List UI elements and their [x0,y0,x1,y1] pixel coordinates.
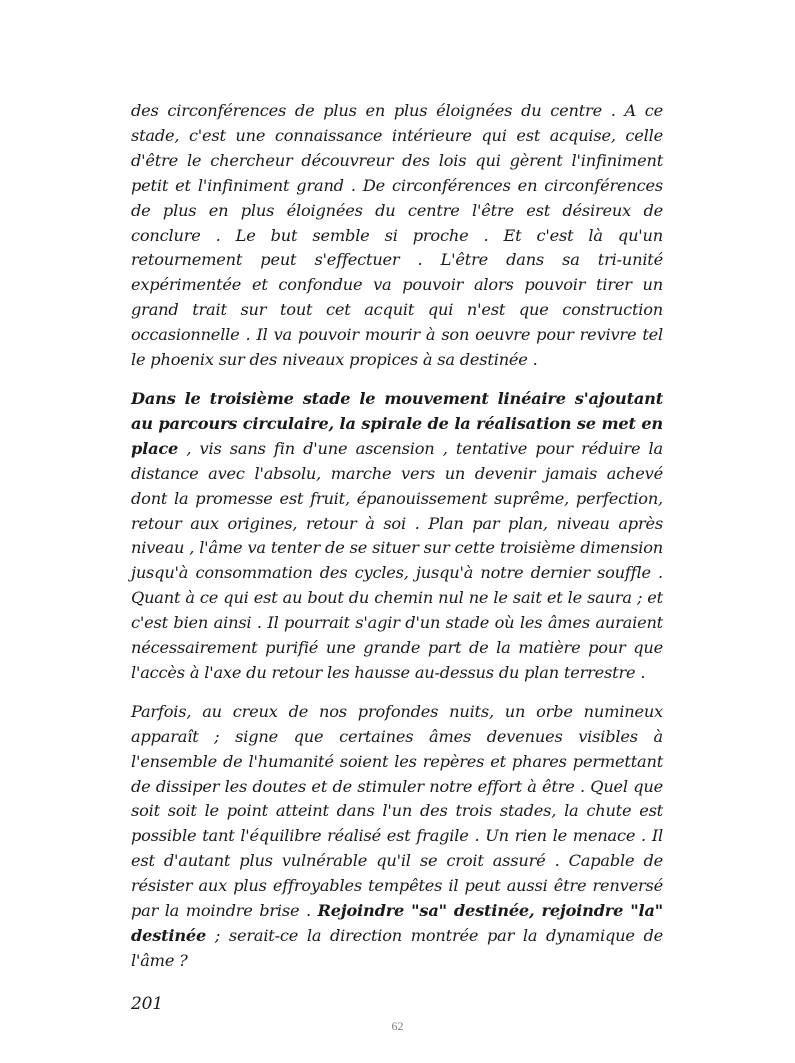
page-body [131,99,663,1017]
page-number: 62 [391,1019,404,1033]
paragraph-3-tail: ; serait-ce la direction montrée par la dynamique de l'âme ? [131,926,663,970]
paragraph-1-text: des circonférences de plus en plus éloignées du centre . A ce stade, c'est une connaissance intérieure qui est acquise, celle d'être le chercheur découvreur des lois qui gèrent l'infiniment petit et l'infiniment grand . De circonférences en circonférences de plus en plus éloignées du centre l'être est désireux de conclure . Le but semble si proche . Et c'est là qu'un retournement peut s'effectuer . L'être dans sa tri-unité expérimentée et confondue va pouvoir alors pouvoir tirer un grand trait sur tout cet acquit qui n'est que construction occasionnelle . Il va pouvoir mourir à son oeuvre pour revivre tel le phoenix sur des niveaux propices à sa destinée . [131,101,663,370]
paragraph-2-text: , vis sans fin d'une ascension , tentative pour réduire la distance avec l'absolu, marche vers un devenir jamais achevé dont la promesse est fruit, épanouissement suprême, perfection, retour aux origines, retour à soi . Plan par plan, niveau après niveau , l'âme va tenter de se situer sur cette troisième dimension jusqu'à consommation des cycles, jusqu'à notre dernier souffle . Quant à ce qui est au bout du chemin nul ne le sait et le saura ; et c'est bien ainsi . Il pourrait s'agir d'un stade où les âmes auraient nécessairement purifié une grande part de la matière pour que l'accès à l'axe du retour les hausse au-dessus du plan terrestre . [131,438,663,682]
paragraph-1 [131,99,663,373]
paragraph-3 [131,700,663,974]
paragraph-2 [131,387,663,686]
paragraph-3-lead: Parfois, au creux de nos profondes nuits, un orbe numineux apparaît ; signe que certaines âmes devenues visibles à l'ensemble de l'humanité soient les repères et phares permettant de dissiper les doutes et de stimuler notre effort à être . Quel que soit soit le point atteint dans l'un des trois stades, la chute est possible tant l'équilibre réalisé est fragile . Un rien le menace . Il est d'autant plus vulnérable qu'il se croit assuré . Capable de résister aux plus effroyables tempêtes il peut aussi être renversé par la moindre brise . [131,701,663,921]
paragraph-3-bold-phrase: Rejoindre "sa" destinée, rejoindre "la" destinée [131,901,663,945]
section-number: 201 [131,993,163,1014]
paragraph-2-bold-lead: Dans le troisième stade le mouvement linéaire s'ajoutant au parcours circulaire, la spirale de la réalisation se met en place [131,388,663,458]
